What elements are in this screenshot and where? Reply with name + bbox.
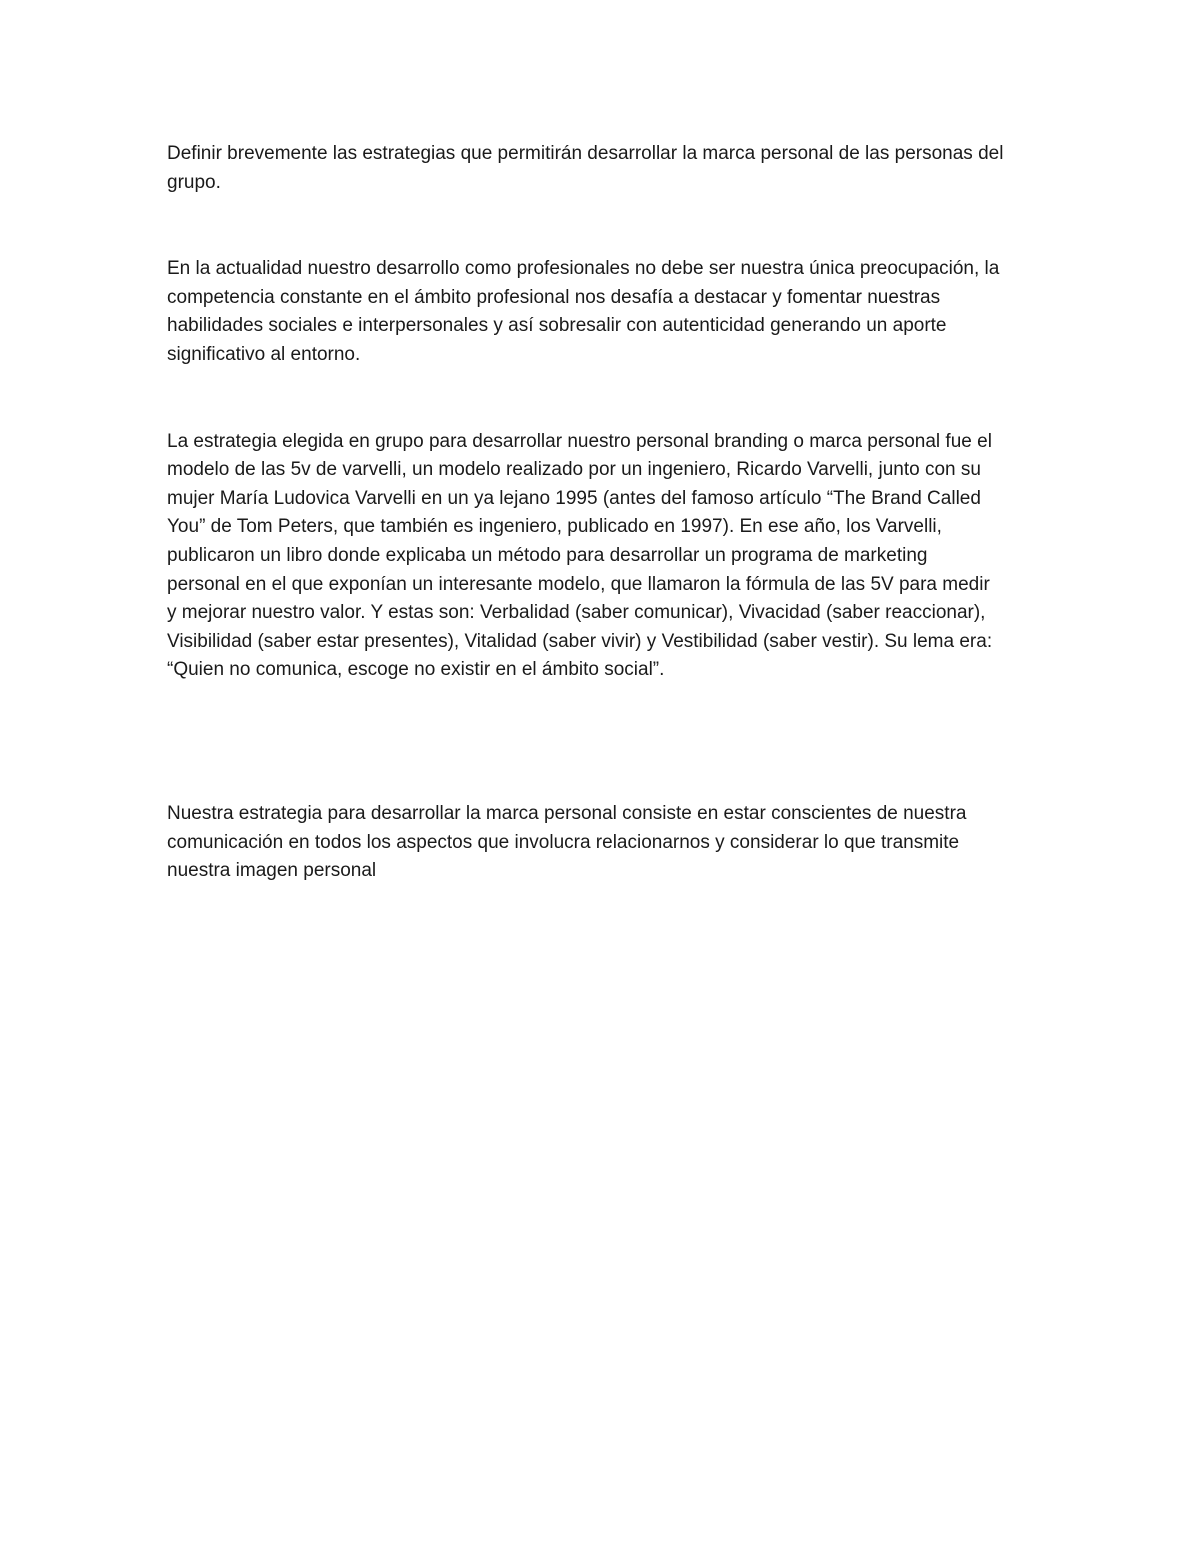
intro-paragraph: En la actualidad nuestro desarrollo como profesionales no debe ser nuestra única preocupación, la competencia constante en el ámbito profesional nos desafía a destacar y fomentar nuestras habilidades sociales e interpersonales y así sobresalir con autenticidad generando un aporte significativo al entorno. [167, 258, 1000, 365]
strategy-paragraph: Nuestra estrategia para desarrollar la marca personal consiste en estar conscientes de nuestra comunicación en todos los aspectos que involucra relacionarnos y considerar lo que transmite nuestra imagen personal [167, 802, 967, 882]
document-body [167, 140, 1047, 886]
question-paragraph: Definir brevemente las estrategias que permitirán desarrollar la marca personal de las personas del grupo. [167, 143, 1004, 193]
model-paragraph: La estrategia elegida en grupo para desarrollar nuestro personal branding o marca personal fue el modelo de las 5v de varvelli, un modelo realizado por un ingeniero, Ricardo Varvelli, junto con su mujer María Ludovica Varvelli en un ya lejano 1995 (antes del famoso artículo “The Brand Called You” de Tom Peters, que también es ingeniero, publicado en 1997). En ese año, los Varvelli, publicaron un libro donde explicaba un método para desarrollar un programa de marketing personal en el que exponían un interesante modelo, que llamaron la fórmula de las 5V para medir y mejorar nuestro valor. Y estas son: Verbalidad (saber comunicar), Vivacidad (saber reaccionar), Visibilidad (saber estar presentes), Vitalidad (saber vivir) y Vestibilidad (saber vestir). Su lema era: “Quien no comunica, escoge no existir en el ámbito social”. [167, 430, 993, 681]
